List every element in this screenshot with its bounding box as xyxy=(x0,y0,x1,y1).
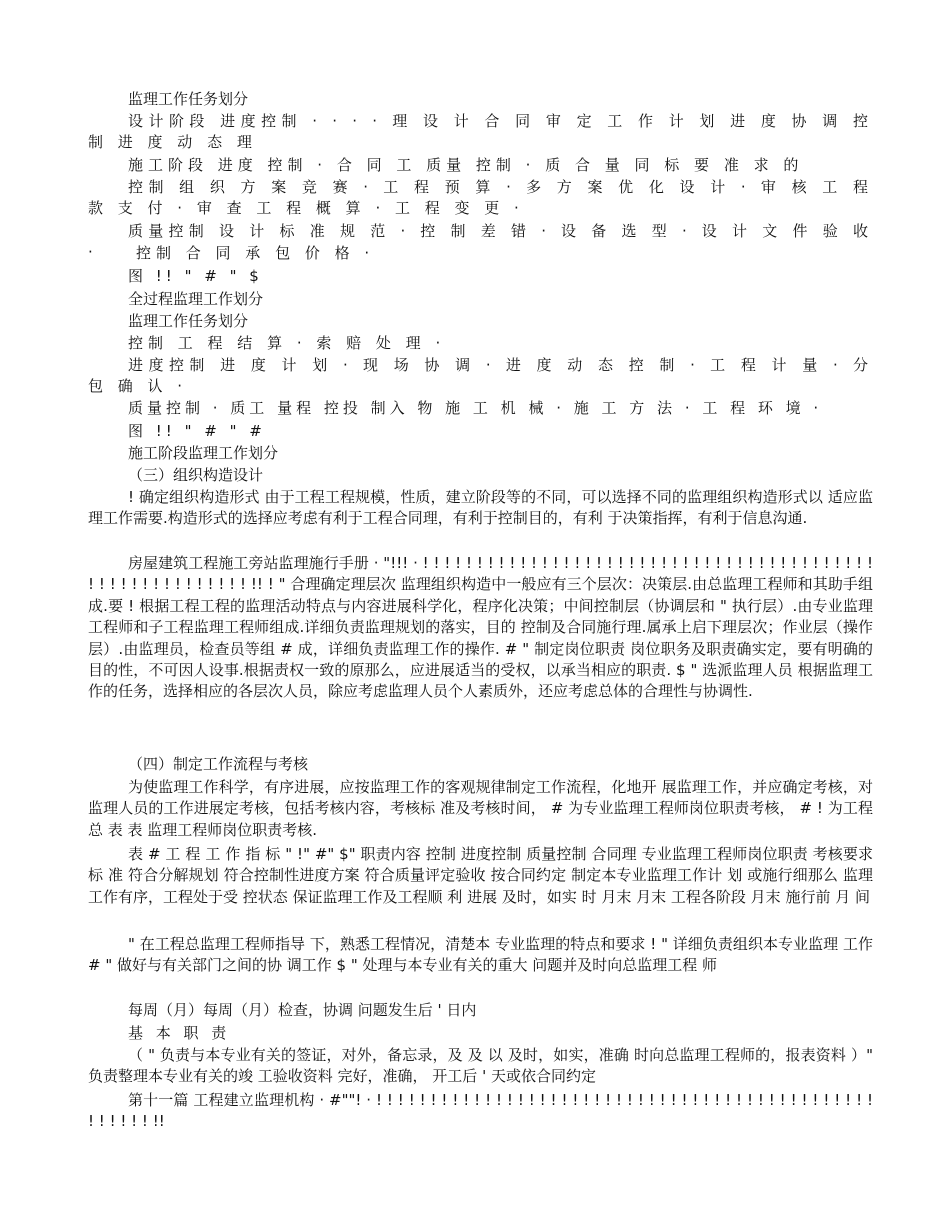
section-heading: （四）制定工作流程与考核 xyxy=(128,755,309,773)
paragraph: ! 确定组织构造形式 由于工程工程规模，性质，建立阶段等的不同，可以选择不同的监理组织构造形式以 适应监理工作需要.构造形式的选择应考虑有利于工程合同理，有利于控制目的，有利 于决策指挥，有利于信息沟通. xyxy=(88,488,873,528)
paragraph: 质量控制 设 计 标 准 规 范 · 控 制 差 错 · 设 备 选 型 · 设 计 文 件 验 收 · xyxy=(88,222,873,262)
figure-caption: 图 !! " # " # xyxy=(128,422,266,440)
footer-line: 第十一篇 工程建立监理机构 · #""! · ! ! ! ! ! ! ! ! ! ! ! ! ! ! ! ! ! ! ! ! ! ! ! ! ! ! ! ! ! ! ! ! ! ! ! ! ! ! ! ! ! ! ! ! ! ! ! ! ! ! ! ! !! xyxy=(88,1091,873,1131)
paragraph: 控制 工 程 结 算 · 索 赔 处 理 · xyxy=(128,334,446,352)
paragraph: 设计阶段 进度控制 · · · · 理 设 计 合 同 审 定 工 作 计 划 进 度 协 调 控 制 进 度 动 态 理 xyxy=(88,112,873,152)
paragraph: 控制 组 织 方 案 竞 赛 · 工 程 预 算 · 多 方 案 优 化 设 计 · 审 核 工 程 款 支 付 · 审 查 工 程 概 算 · 工 程 变 更 · xyxy=(88,178,873,218)
paragraph: 质量控制 · 质工 量程 控投 制入 物 施 工 机 械 · 施 工 方 法 · 工 程 环 境 · xyxy=(128,399,823,417)
paragraph: " 在工程总监理工程师指导 下，熟悉工程情况，清楚本 专业监理的特点和要求 ! " 详细负责组织本专业监理 工作 # " 做好与有关部门之间的协 调工作 $ " 处理与本专业有关的重大 问题并及时向总监理工程 师 xyxy=(88,935,873,975)
paragraph: 监理工作任务划分 xyxy=(128,90,249,108)
paragraph: 全过程监理工作划分 xyxy=(128,290,264,308)
paragraph: 施工阶段 进度 控制 · 合 同 工 质量 控制 · 质 合 量 同 标 要 准 求 的 xyxy=(128,156,804,174)
section-heading: （三）组织构造设计 xyxy=(128,466,264,484)
figure-caption: 图 !! " # " $ xyxy=(128,267,263,285)
paragraph: 每周（月）每周（月）检查，协调 问题发生后 ' 日内 xyxy=(128,1001,477,1019)
paragraph: 进度控制 进 度 计 划 · 现 场 协 调 · 进 度 动 态 控 制 · 工 程 计 量 · 分 包 确 认 · xyxy=(88,356,873,396)
paragraph: 施工阶段监理工作划分 xyxy=(128,444,279,462)
paragraph: 基 本 职 责 xyxy=(128,1024,231,1042)
paragraph: 控制 合 同 承 包 价 格 · xyxy=(136,244,375,262)
paragraph: （ " 负责与本专业有关的签证，对外，备忘录，及 及 以 及时，如实，准确 时向总监理工程师的，报表资料 ）" 负责整理本专业有关的竣 工验收资料 完好，准确， 开工后 ' 天或依合同约定 xyxy=(88,1046,873,1086)
table-content: 表 # 工 程 工 作 指 标 " !" #" $" 职责内容 控制 进度控制 质量控制 合同理 专业监理工程师岗位职责 考核要求 标 准 符合分解规划 符合控制性进度方案 符合质量评定验收 按合同约定 制定本专业监理工作计 划 或施行细那么 监理工作有序，工程处于受 控状态 保证监理工作及工程顺 利 进展 及时，如实 时 月末 月末 工程各阶段 月末 施行前 月 间 xyxy=(88,845,873,906)
paragraph: 为使监理工作科学，有序进展，应按监理工作的客观规律制定工作流程，化地开 展监理工作，并应确定考核，对监理人员的工作进展定考核，包括考核内容，考核标 准及考核时间， # 为专业监理工程师岗位职责考核， # ! 为工程总 表 表 监理工程师岗位职责考核. xyxy=(88,778,873,839)
paragraph: 监理工作任务划分 xyxy=(128,312,249,330)
paragraph: 房屋建筑工程施工旁站监理施行手册 · "!!! · ! ! ! ! ! ! ! ! ! ! ! ! ! ! ! ! ! ! ! ! ! ! ! ! ! ! ! ! ! ! ! ! ! ! ! ! ! ! ! ! ! ! ! ! ! ! ! ! ! ! ! ! ! ! ! ! ! !! ! " 合理确定理层次 监理组织构造中一般应有三个层次：决策层.由总监理工程师和其助手组成.要 ! 根据工程工程的监理活动特点与内容进展科学化，程序化决策；中间控制层（协调层和 " 执行层）.由专业监理工程师和子工程监理工程师组成.详细负责监理规划的落实，目的 控制及合同施行理.属承上启下理层次；作业层（操作层）.由监理员，检查员等组 # 成，详细负责监理工作的操作. # " 制定岗位职责 岗位职务及职责确实定，要有明确的目的性，不可因人设事.根据责权一致的原那么，应进展适当的受权，以承当相应的职责. $ " 选派监理人员 根据监理工作的任务，选择相应的各层次人员，除应考虑监理人员个人素质外，还应考虑总体的合理性与协调性. xyxy=(88,554,873,701)
